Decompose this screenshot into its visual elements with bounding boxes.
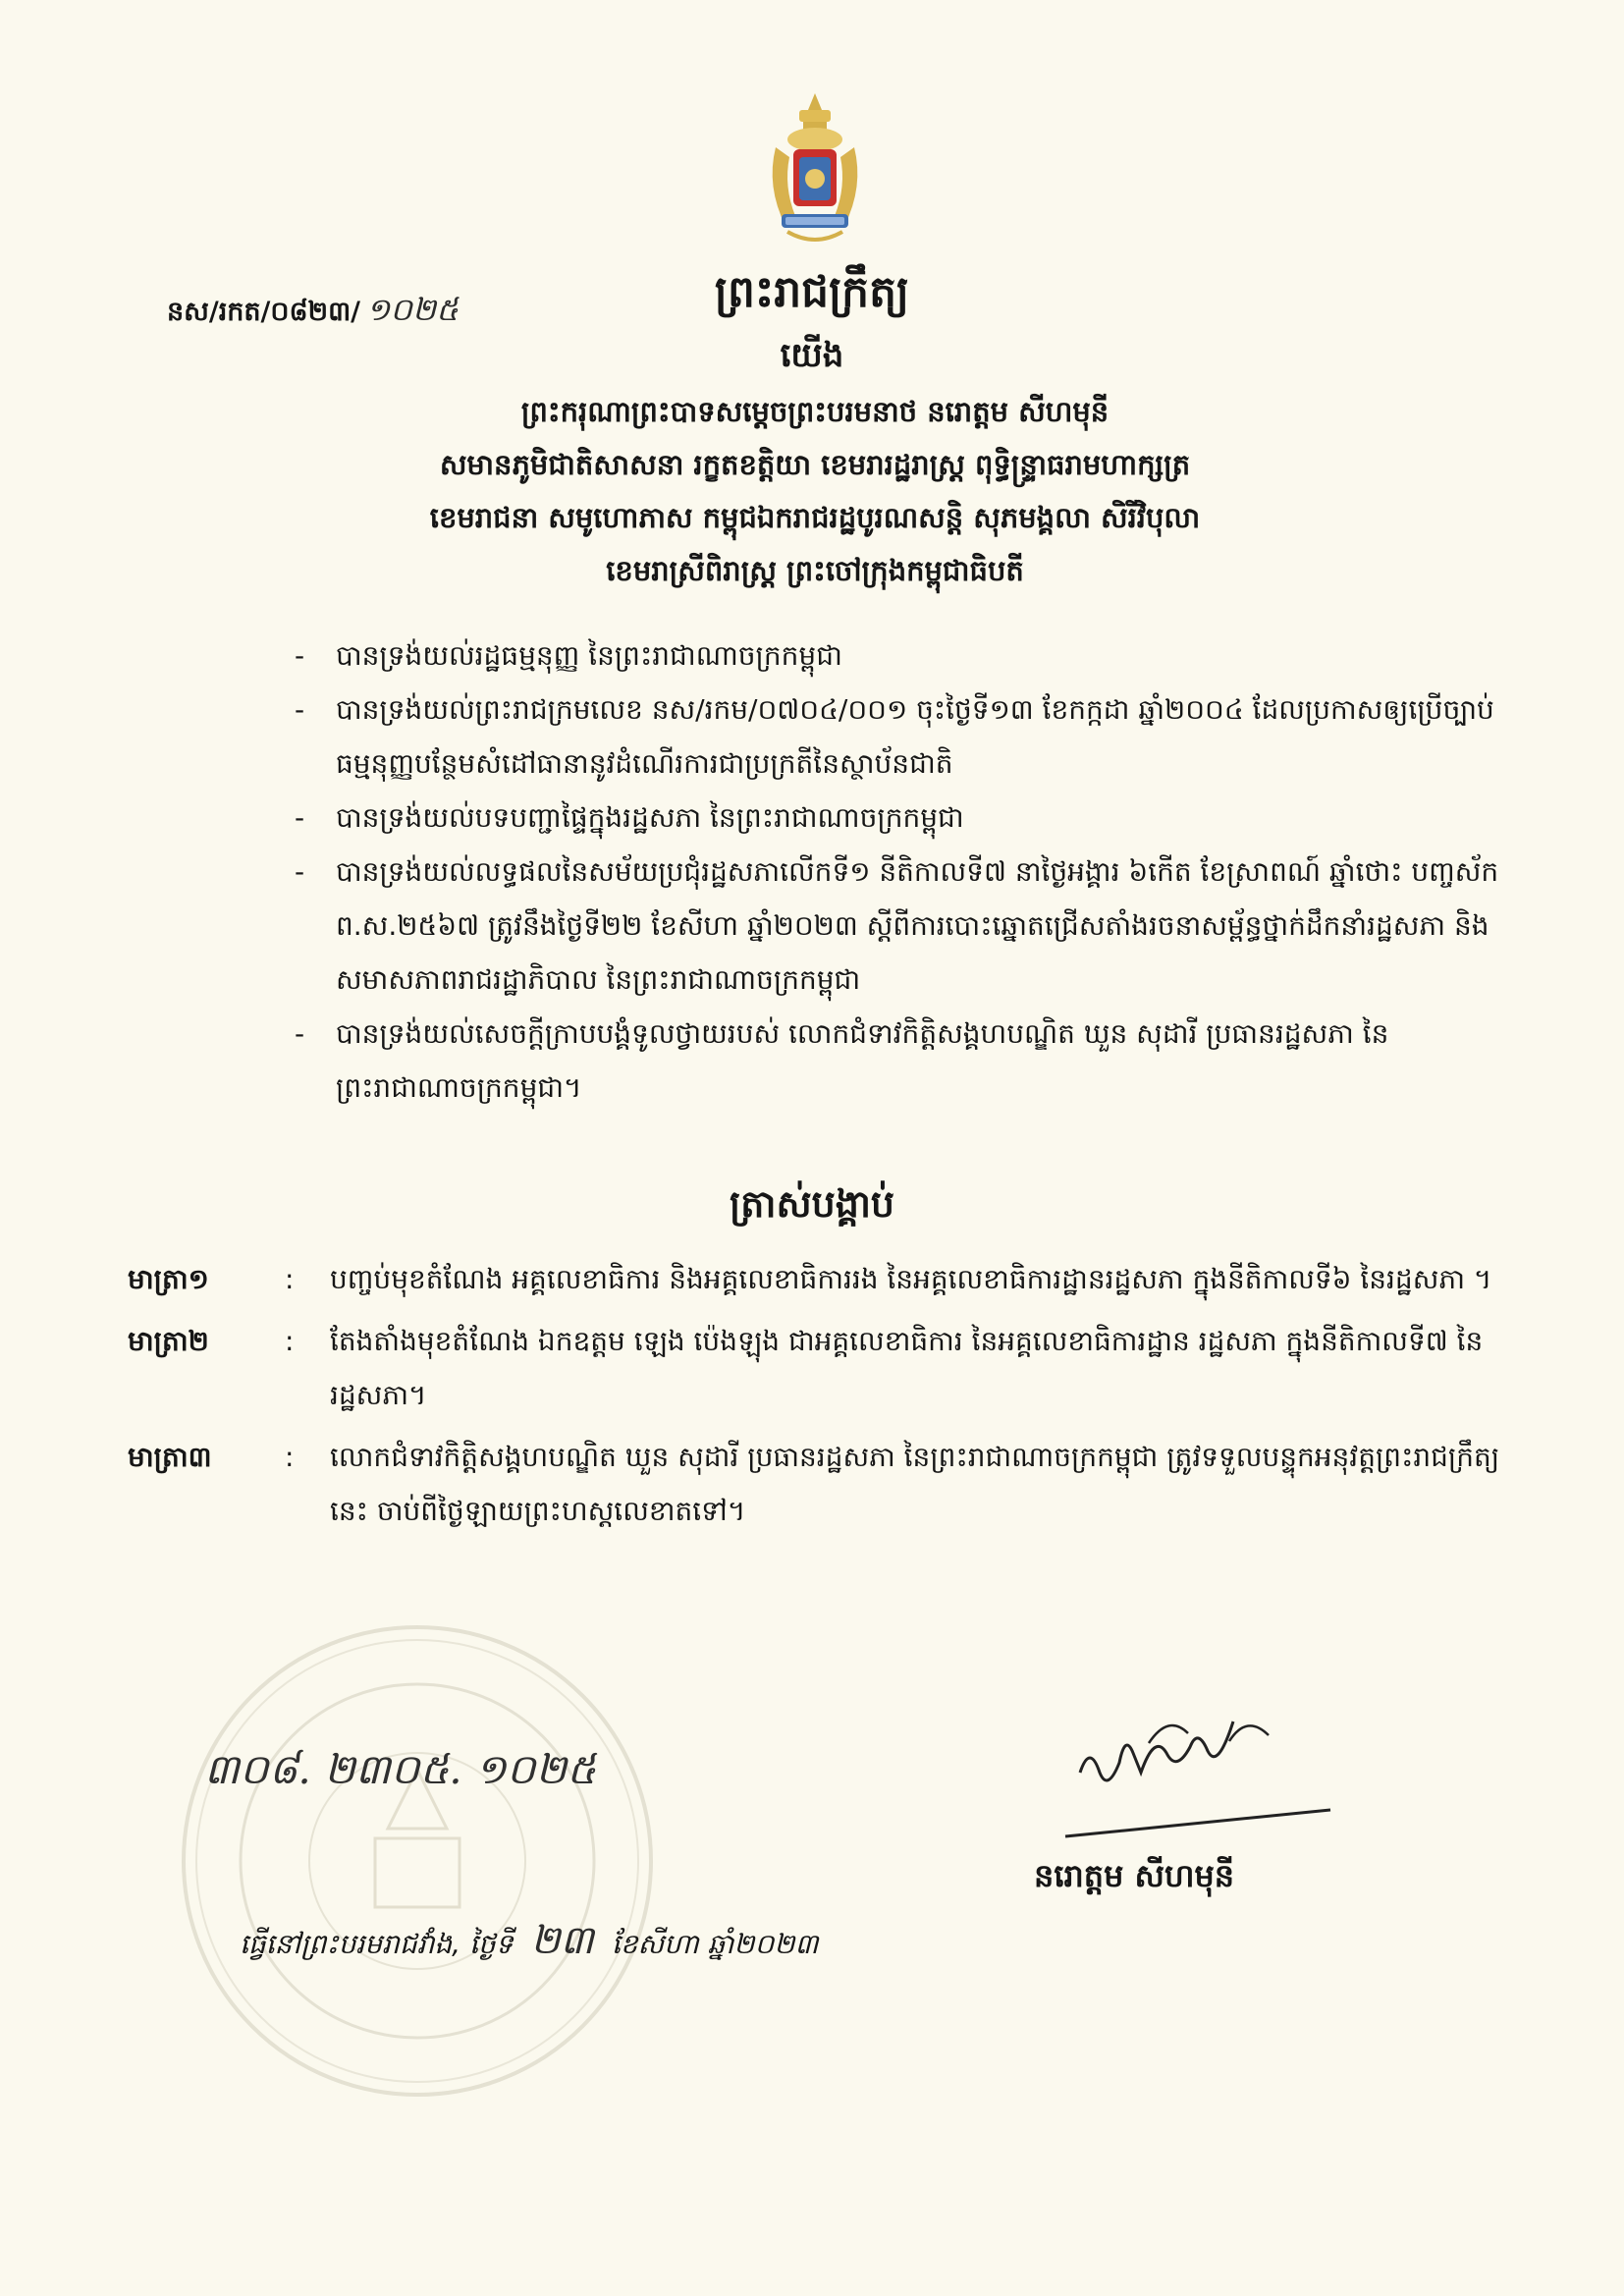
article-number: មាត្រា២ xyxy=(128,1325,209,1357)
reference-handwritten-suffix: ១០២៥ xyxy=(366,291,459,328)
article-colon: : xyxy=(285,1263,295,1295)
article-text: តែងតាំងមុខតំណែង ឯកឧត្តម ឡេង ប៉េងឡុង ជាអគ្គលេខាធិការ នៃអគ្គលេខាធិការដ្ឋាន រដ្ឋសភា ក្នុងនីតិកាលទី៧ នៃរដ្ឋសភា។ xyxy=(330,1325,1484,1411)
article-text: បញ្ចប់មុខតំណែង អគ្គលេខាធិការ និងអគ្គលេខាធិការរង នៃអគ្គលេខាធិការដ្ឋានរដ្ឋសភា ក្នុងនីតិកាលទី៦ នៃរដ្ឋសភា ។ xyxy=(330,1263,1492,1295)
article-item xyxy=(128,1430,1502,1538)
reference-number: នស/រកត/០៨២៣/ xyxy=(167,297,361,327)
royal-title-line: ព្រះករុណាព្រះបាទសម្តេចព្រះបរមនាថ នរោត្តម សីហមុនី xyxy=(520,395,1110,428)
royal-title-line: ខេមរាជនា សមូហោភាស កម្ពុជឯករាជរដ្ឋបូរណសន្តិ សុភមង្គលា សិរីវិបុលា xyxy=(429,501,1201,534)
recital-item: - បានទ្រង់យល់បទបញ្ជាផ្ទៃក្នុងរដ្ឋសភា នៃព្រះរាជាណាចក្រកម្ពុជា xyxy=(295,801,964,834)
article-text: លោកជំទាវកិត្តិសង្គហបណ្ឌិត ឃួន សុដារី ប្រធានរដ្ឋសភា នៃព្រះរាជាណាចក្រកម្ពុជា ត្រូវទទួលបន្ទុកអនុវត្តព្រះរាជក្រឹត្យនេះ ចាប់ពីថ្ងៃឡាយព្រះហស្តលេខាតទៅ។ xyxy=(330,1441,1500,1527)
recital-item: - បានទ្រង់យល់រដ្ឋធម្មនុញ្ញ នៃព្រះរាជាណាចក្រកម្ពុជា xyxy=(295,639,842,672)
royal-title-line: សមានភូមិជាតិសាសនា រក្ខតខត្តិយា ខេមរារដ្ឋរាស្ត្រ ពុទ្ធិន្ទ្រាធរាមហាក្សត្រ xyxy=(439,448,1191,481)
decree-title: ព្រះរាជក្រឹត្យ xyxy=(714,267,910,317)
article-item xyxy=(128,1252,1502,1306)
recital-item: - បានទ្រង់យល់សេចក្តីក្រាបបង្គំទូលថ្វាយរបស់ លោកជំទាវកិត្តិសង្គហបណ្ឌិត ឃួន សុដារី ប្រធានរដ្ឋសភា នៃព្រះរាជាណាចក្រកម្ពុជា។ xyxy=(295,1017,1389,1104)
article-colon: : xyxy=(285,1441,295,1473)
recital-item: - បានទ្រង់យល់ព្រះរាជក្រមលេខ នស/រកម/០៧០៤/០០១ ចុះថ្ងៃទី១៣ ខែកក្កដា ឆ្នាំ២០០៤ ដែលប្រកាសឲ្យប្រើច្បាប់ធម្មនុញ្ញបន្ថែមសំដៅធានានូវដំណើរការជាប្រក្រតីនៃស្ថាប័នជាតិ xyxy=(295,693,1494,780)
recital-text: បានទ្រង់យល់សេចក្តីក្រាបបង្គំទូលថ្វាយរបស់ លោកជំទាវកិត្តិសង្គហបណ្ឌិត ឃួន សុដារី ប្រធានរដ្ឋសភា នៃព្រះរាជាណាចក្រកម្ពុជា។ xyxy=(336,1017,1389,1104)
recital-text: បានទ្រង់យល់បទបញ្ជាផ្ទៃក្នុងរដ្ឋសភា នៃព្រះរាជាណាចក្រកម្ពុជា xyxy=(336,801,964,834)
recitals-list xyxy=(295,629,1512,1115)
article-colon: : xyxy=(285,1325,295,1357)
handwritten-date: ៣០៨. ២៣០៥. ១០២៥ xyxy=(204,1745,596,1793)
article-item xyxy=(128,1314,1502,1422)
articles-list xyxy=(128,1252,1502,1546)
article-number: មាត្រា១ xyxy=(128,1263,209,1295)
royal-titles xyxy=(295,385,1335,597)
place-and-date xyxy=(240,1915,818,1973)
embossed-seal-icon xyxy=(179,1622,656,2100)
recital-text: បានទ្រង់យល់ព្រះរាជក្រមលេខ នស/រកម/០៧០៤/០០១ ចុះថ្ងៃទី១៣ ខែកក្កដា ឆ្នាំ២០០៤ ដែលប្រកាសឲ្យប្រើច្បាប់ធម្មនុញ្ញបន្ថែមសំដៅធានានូវដំណើរការជាប្រក្រតីនៃស្ថាប័នជាតិ xyxy=(336,693,1494,780)
royal-title-line: ខេមរាស្រីពិរាស្ត្រ ព្រះចៅក្រុងកម្ពុជាធិបតី xyxy=(606,554,1024,587)
royal-signature xyxy=(1060,1704,1335,1851)
we-heading: យើង xyxy=(780,336,844,375)
royal-arms-emblem-icon xyxy=(756,88,874,265)
section-heading: ត្រាស់បង្គាប់ xyxy=(729,1181,895,1226)
handwritten-day: ២៣ xyxy=(530,1918,594,1963)
signer-name: នរោត្តម សីហមុនី xyxy=(1034,1857,1235,1894)
place-date-suffix: ខែសីហា ឆ្នាំ២០២៣ xyxy=(611,1928,819,1960)
recital-item: - បានទ្រង់យល់លទ្ធផលនៃសម័យប្រជុំរដ្ឋសភាលើកទី១ នីតិកាលទី៧ នាថ្ងៃអង្គារ ៦កើត ខែស្រាពណ៍ ឆ្នាំថោះ បញ្ចស័ក ព.ស.២៥៦៧ ត្រូវនឹងថ្ងៃទី២២ ខែសីហា ឆ្នាំ២០២៣ ស្តីពីការបោះឆ្នោតជ្រើសតាំងរចនាសម្ព័ន្ធថ្នាក់ដឹកនាំរដ្ឋសភា និងសមាសភាពរាជរដ្ឋាភិបាល នៃព្រះរាជាណាចក្រកម្ពុជា xyxy=(295,855,1499,996)
article-number: មាត្រា៣ xyxy=(128,1441,212,1473)
recital-text: បានទ្រង់យល់រដ្ឋធម្មនុញ្ញ នៃព្រះរាជាណាចក្រកម្ពុជា xyxy=(336,639,842,672)
place-date-prefix: ធ្វើនៅព្រះបរមរាជវាំង, ថ្ងៃទី xyxy=(240,1928,514,1960)
recital-text: បានទ្រង់យល់លទ្ធផលនៃសម័យប្រជុំរដ្ឋសភាលើកទី១ នីតិកាលទី៧ នាថ្ងៃអង្គារ ៦កើត ខែស្រាពណ៍ ឆ្នាំថោះ បញ្ចស័ក ព.ស.២៥៦៧ ត្រូវនឹងថ្ងៃទី២២ ខែសីហា ឆ្នាំ២០២៣ ស្តីពីការបោះឆ្នោតជ្រើសតាំងរចនាសម្ព័ន្ធថ្នាក់ដឹកនាំរដ្ឋសភា និងសមាសភាពរាជរដ្ឋាភិបាល នៃព្រះរាជាណាចក្រកម្ពុជា xyxy=(336,855,1499,996)
